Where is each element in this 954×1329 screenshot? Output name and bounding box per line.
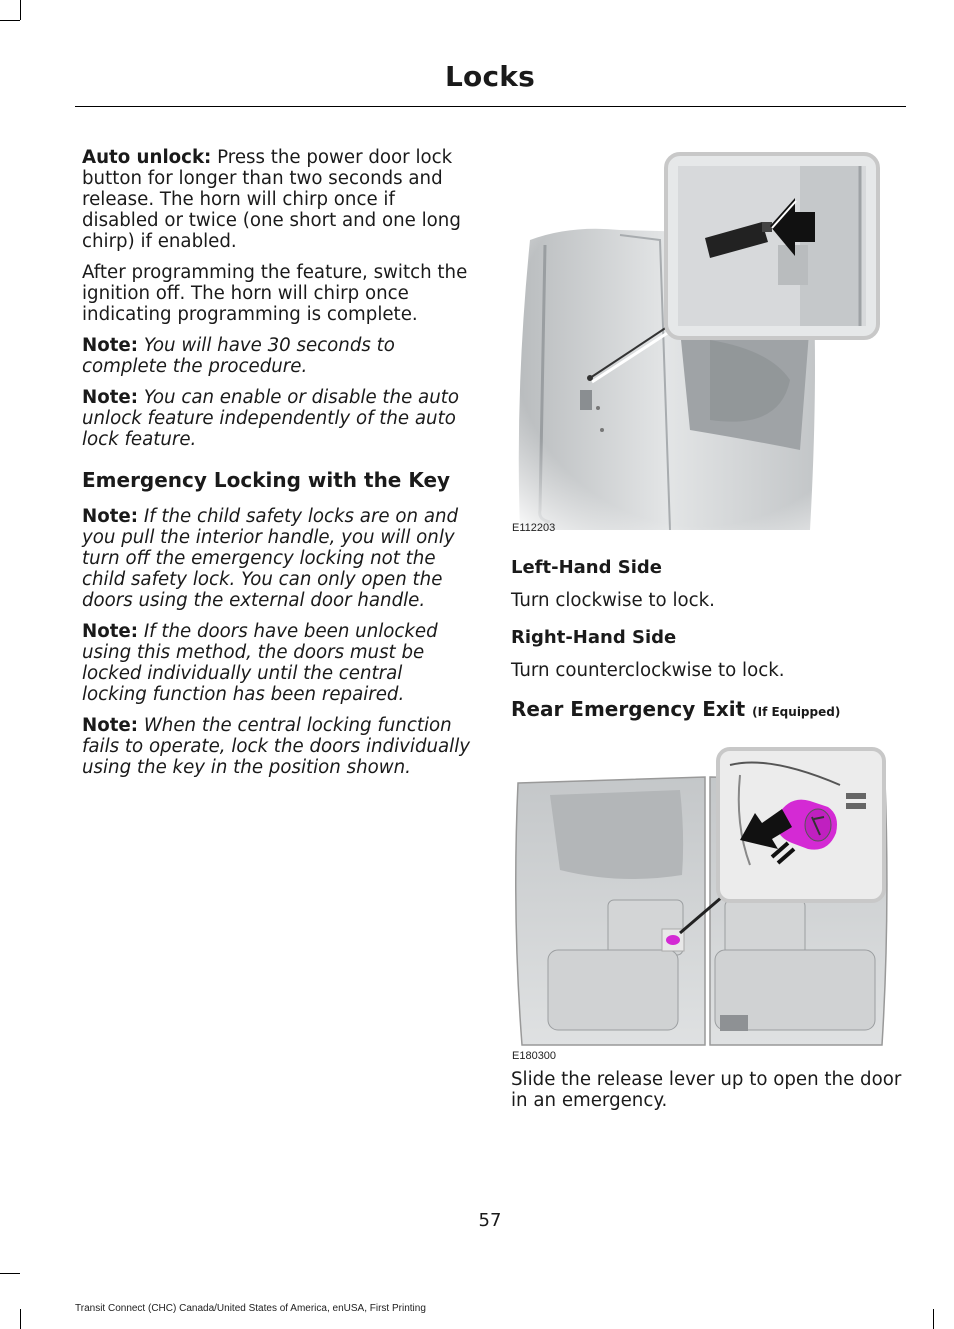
figure-code: E112203 bbox=[512, 522, 556, 534]
note-text: When the central locking function fails to operate, lock the doors individually using the key in the position shown. bbox=[82, 715, 471, 778]
crop-mark bbox=[0, 20, 20, 21]
rear-emergency-exit-heading bbox=[511, 697, 906, 724]
rear-doors-illustration bbox=[510, 745, 890, 1055]
note-paragraph bbox=[82, 621, 472, 705]
rear-heading-text: Rear Emergency Exit bbox=[511, 697, 746, 721]
note-paragraph bbox=[82, 387, 472, 450]
rear-exit-instruction bbox=[511, 1069, 906, 1121]
auto-unlock-label: Auto unlock: bbox=[82, 147, 212, 168]
left-hand-side-text: Turn clockwise to lock. bbox=[511, 590, 715, 611]
note-text: You will have 30 seconds to complete the procedure. bbox=[82, 335, 395, 377]
crop-mark bbox=[20, 0, 21, 20]
crop-mark bbox=[933, 1309, 934, 1329]
left-column bbox=[82, 147, 472, 788]
auto-unlock-paragraph bbox=[82, 147, 472, 252]
note-text: If the child safety locks are on and you pull the interior handle, you will only turn off the emergency locking not the child safety lock. You can only open the doors using the external door handle. bbox=[82, 506, 459, 611]
page-number: 57 bbox=[478, 1210, 502, 1231]
note-paragraph bbox=[82, 715, 472, 778]
right-hand-side-heading: Right-Hand Side bbox=[511, 627, 677, 648]
rear-exit-text: Slide the release lever up to open the door in an emergency. bbox=[511, 1069, 902, 1111]
auto-unlock-text: Press the power door lock button for longer than two seconds and release. The horn will chirp once if disabled or twice (one short and one long chirp) if enabled. bbox=[82, 147, 461, 252]
right-hand-side-text: Turn counterclockwise to lock. bbox=[511, 660, 785, 681]
door-key-illustration bbox=[510, 150, 890, 530]
note-label: Note: bbox=[82, 387, 139, 408]
right-column bbox=[511, 557, 906, 738]
note-text: If the doors have been unlocked using this method, the doors must be locked individually until the central locking function has been repaired. bbox=[82, 621, 438, 705]
figure-code: E180300 bbox=[512, 1050, 557, 1062]
after-programming-paragraph: After programming the feature, switch the ignition off. The horn will chirp once indicating programming is complete. bbox=[82, 262, 468, 325]
note-label: Note: bbox=[82, 715, 139, 736]
left-hand-side-heading: Left-Hand Side bbox=[511, 557, 662, 578]
note-label: Note: bbox=[82, 506, 139, 527]
page-title: Locks bbox=[445, 60, 535, 93]
crop-mark bbox=[0, 1273, 20, 1274]
note-label: Note: bbox=[82, 621, 139, 642]
note-paragraph bbox=[82, 506, 472, 611]
crop-mark bbox=[20, 1309, 21, 1329]
note-paragraph bbox=[82, 335, 472, 377]
footer-text: Transit Connect (CHC) Canada/United States of America, enUSA, First Printing bbox=[75, 1303, 426, 1314]
emergency-locking-heading: Emergency Locking with the Key bbox=[82, 468, 451, 492]
note-label: Note: bbox=[82, 335, 139, 356]
if-equipped-tag: (If Equipped) bbox=[752, 705, 841, 719]
note-text: You can enable or disable the auto unlock feature independently of the auto lock feature. bbox=[82, 387, 459, 450]
header-divider bbox=[75, 106, 906, 107]
